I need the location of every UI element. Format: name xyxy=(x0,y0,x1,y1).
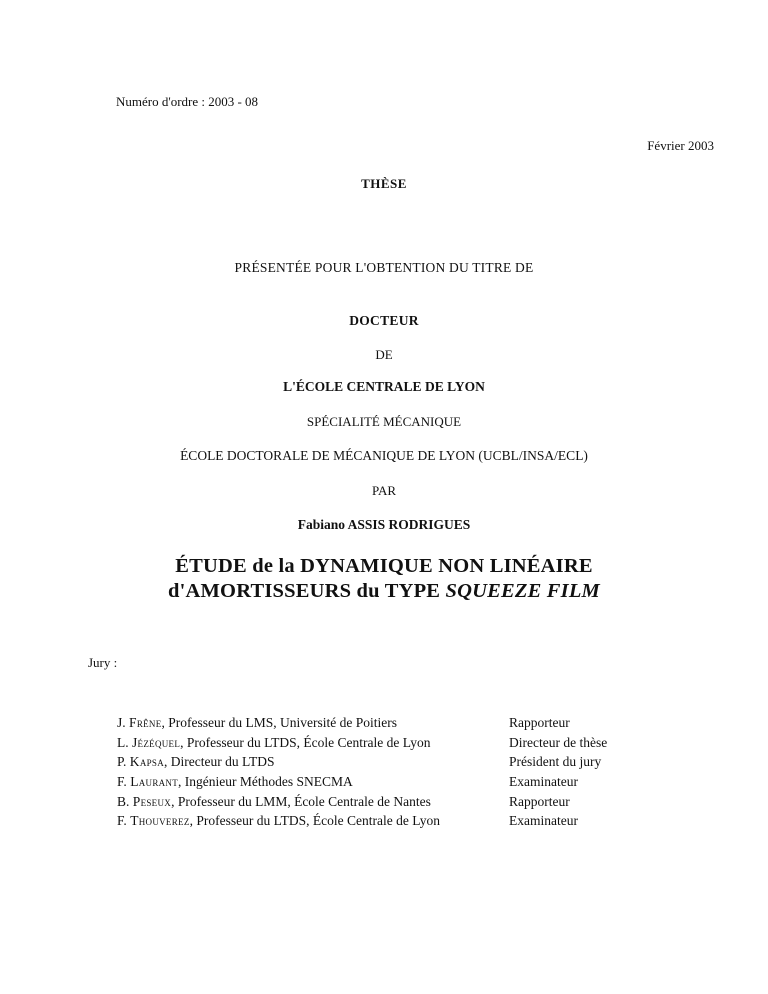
presentation-line: PRÉSENTÉE POUR L'OBTENTION DU TITRE DE xyxy=(234,260,534,275)
jury-member-description xyxy=(117,752,275,772)
jury-list xyxy=(117,713,677,831)
jury-member-initial: B. xyxy=(117,793,130,809)
par-line: PAR xyxy=(371,483,397,498)
jury-member-affiliation: , Professeur du LTDS, École Centrale de Lyon xyxy=(189,813,440,829)
jury-member-description xyxy=(117,772,353,792)
thesis-title-line-2-prefix: d'AMORTISSEURS du TYPE xyxy=(168,580,446,602)
doctoral-school: ÉCOLE DOCTORALE DE MÉCANIQUE DE LYON (UCBL/INSA/ECL) xyxy=(180,448,588,463)
document-type: THÈSE xyxy=(361,176,407,191)
jury-member-role: Examinateur xyxy=(509,813,578,829)
jury-member-initial: F. xyxy=(117,813,127,829)
thesis-title-emphasis: SQUEEZE FILM xyxy=(445,580,600,602)
thesis-date: Février 2003 xyxy=(647,138,714,153)
thesis-title-line-1: ÉTUDE de la DYNAMIQUE NON LINÉAIRE xyxy=(175,555,593,577)
jury-member-role: Rapporteur xyxy=(509,715,570,730)
jury-member-affiliation: , Professeur du LTDS, École Centrale de Lyon xyxy=(180,734,431,750)
jury-member-description xyxy=(117,811,440,831)
jury-member-initial: P. xyxy=(117,754,127,770)
de-line: DE xyxy=(375,347,393,362)
jury-member-role: Rapporteur xyxy=(509,793,570,809)
school-name: L'ÉCOLE CENTRALE DE LYON xyxy=(283,379,485,394)
jury-member xyxy=(117,792,677,812)
jury-member-affiliation: , Professeur du LMS, Université de Poitiers xyxy=(161,715,398,730)
jury-member-initial: F. xyxy=(117,774,127,790)
jury-member-affiliation: , Ingénieur Méthodes SNECMA xyxy=(178,774,353,790)
specialty: SPÉCIALITÉ MÉCANIQUE xyxy=(306,414,462,429)
jury-member-surname: Kapsa xyxy=(129,754,165,770)
jury-member-initial: J. xyxy=(117,715,126,730)
jury-member-surname: Frêne xyxy=(129,715,162,730)
jury-member-surname: Jézéquel xyxy=(132,734,181,750)
jury-member-surname: Peseux xyxy=(132,793,172,809)
order-number: Numéro d'ordre : 2003 - 08 xyxy=(116,94,259,109)
jury-member-description xyxy=(117,713,397,733)
jury-member xyxy=(117,772,677,792)
jury-member-surname: Laurant xyxy=(130,774,179,790)
jury-member-surname: Thouverez xyxy=(130,813,190,829)
author-name: Fabiano ASSIS RODRIGUES xyxy=(297,517,471,532)
thesis-title-line-2 xyxy=(0,580,768,603)
jury-member-description xyxy=(117,733,430,753)
jury-member-role: Examinateur xyxy=(509,774,578,790)
jury-member-description xyxy=(117,792,431,812)
jury-member-affiliation: , Directeur du LTDS xyxy=(164,754,275,770)
jury-member-affiliation: , Professeur du LMM, École Centrale de Nantes xyxy=(171,793,431,809)
jury-member-role: Président du jury xyxy=(509,754,602,770)
jury-member-initial: L. xyxy=(117,734,129,750)
jury-member xyxy=(117,811,677,831)
jury-member xyxy=(117,713,677,733)
degree-title: DOCTEUR xyxy=(349,313,419,328)
jury-label: Jury : xyxy=(88,655,118,670)
jury-member xyxy=(117,733,677,753)
jury-member-role: Directeur de thèse xyxy=(509,734,608,750)
jury-member xyxy=(117,752,677,772)
